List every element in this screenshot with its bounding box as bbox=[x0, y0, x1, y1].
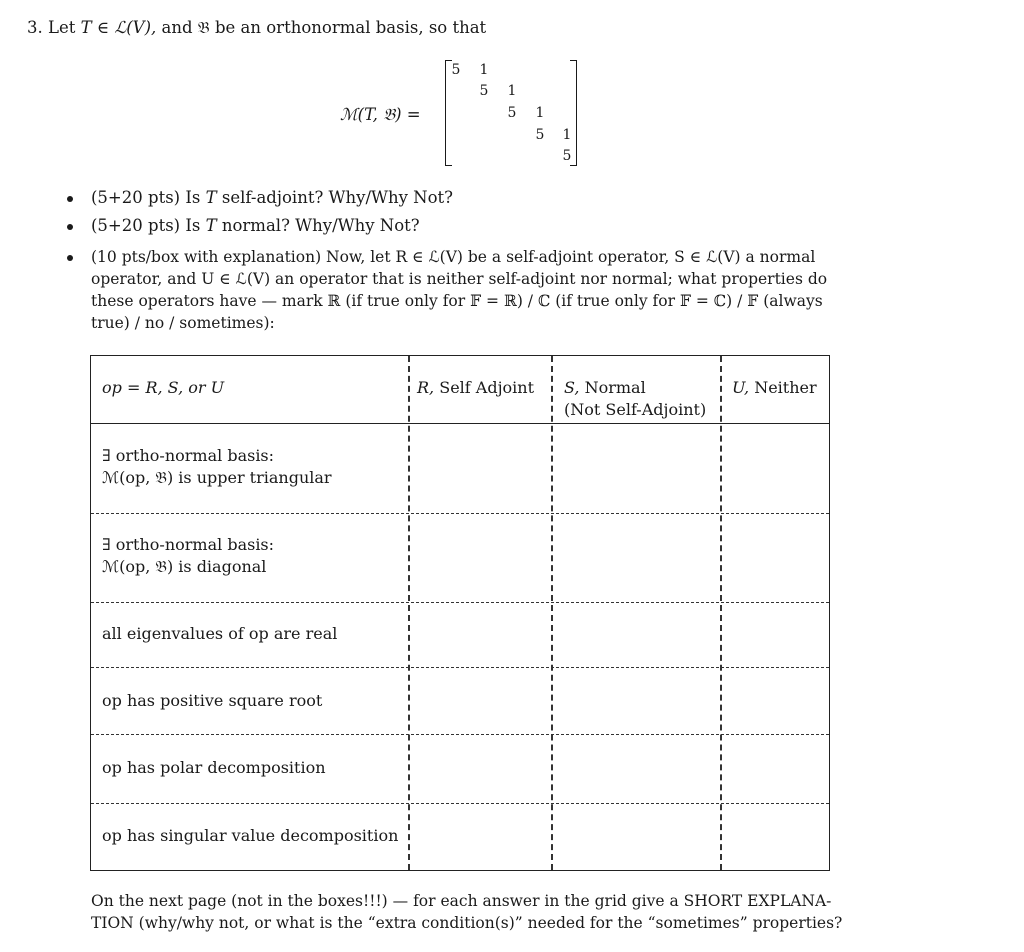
header-label: Neither bbox=[754, 378, 817, 397]
header-var: R, bbox=[417, 378, 435, 397]
footer-instructions bbox=[91, 890, 842, 934]
row-divider bbox=[91, 734, 829, 735]
row-label-line: ℳ(op, 𝔅) is upper triangular bbox=[102, 468, 332, 487]
column-divider bbox=[720, 356, 722, 870]
bullet-dot bbox=[67, 196, 73, 202]
bullet-pts: (5+20 pts) Is bbox=[91, 216, 201, 235]
matrix-entry: 5 bbox=[507, 105, 517, 121]
header-neither bbox=[732, 377, 817, 399]
row-divider bbox=[91, 667, 829, 668]
bullet-self-adjoint bbox=[91, 187, 453, 209]
row-label-eigenvalues-real: all eigenvalues of op are real bbox=[102, 624, 338, 643]
bullet-normal bbox=[91, 215, 420, 237]
matrix-lhs: ℳ(T, 𝔅) = bbox=[340, 105, 421, 124]
intro-rest: be an orthonormal basis, so that bbox=[214, 18, 487, 37]
bullet-line: true) / no / sometimes): bbox=[91, 314, 275, 332]
header-var: S, bbox=[564, 378, 580, 397]
row-divider bbox=[91, 513, 829, 514]
row-label-svd: op has singular value decomposition bbox=[102, 826, 399, 845]
intro-lv: ℒ(V), bbox=[114, 18, 157, 37]
matrix-entry: 1 bbox=[562, 127, 572, 143]
row-divider bbox=[91, 602, 829, 603]
matrix-entry: 1 bbox=[535, 105, 545, 121]
bullet-dot bbox=[67, 255, 73, 261]
header-sublabel: (Not Self-Adjoint) bbox=[564, 400, 707, 419]
header-op: op = R, S, or U bbox=[102, 378, 225, 397]
bullet-line: (10 pts/box with explanation) Now, let R ∈ ℒ(V) be a self-adjoint operator, S ∈ ℒ(V) a normal bbox=[91, 248, 816, 266]
matrix-entry: 5 bbox=[479, 83, 489, 99]
row-label-upper-triangular bbox=[102, 445, 332, 489]
bullet-dot bbox=[67, 224, 73, 230]
matrix-entry: 5 bbox=[535, 127, 545, 143]
row-label-polar-decomposition: op has polar decomposition bbox=[102, 758, 326, 777]
footer-line: On the next page (not in the boxes!!!) — for each answer in the grid give a SHORT EXPLANA- bbox=[91, 892, 832, 910]
intro-text: Let bbox=[48, 18, 76, 37]
row-label-diagonal bbox=[102, 534, 274, 578]
matrix-entry: 1 bbox=[479, 62, 489, 78]
header-label: Self Adjoint bbox=[439, 378, 535, 397]
column-divider bbox=[551, 356, 553, 870]
answer-cell[interactable] bbox=[554, 426, 718, 511]
row-label-line: ∃ ortho-normal basis: bbox=[102, 535, 275, 554]
bullet-var: T bbox=[205, 216, 217, 235]
row-label-positive-square-root: op has positive square root bbox=[102, 691, 323, 710]
bullet-pts: (5+20 pts) Is bbox=[91, 188, 201, 207]
answer-cell[interactable] bbox=[723, 426, 827, 511]
row-divider bbox=[91, 803, 829, 804]
bullet-line: these operators have — mark ℝ (if true only for 𝔽 = ℝ) / ℂ (if true only for 𝔽 = ℂ) / 𝔽 (always bbox=[91, 292, 823, 310]
header-normal bbox=[564, 377, 706, 421]
answer-cell[interactable] bbox=[411, 426, 549, 511]
intro-and: and bbox=[161, 18, 193, 37]
intro-var-t: T bbox=[80, 18, 92, 37]
bullet-question: normal? Why/Why Not? bbox=[221, 216, 420, 235]
header-divider bbox=[91, 423, 829, 424]
row-label-line: ℳ(op, 𝔅) is diagonal bbox=[102, 557, 267, 576]
header-var: U, bbox=[732, 378, 750, 397]
matrix-entry: 1 bbox=[507, 83, 517, 99]
header-label: Normal bbox=[584, 378, 646, 397]
bullet-operators bbox=[91, 246, 827, 334]
intro-basis: 𝔅 bbox=[197, 18, 210, 37]
matrix-entry: 5 bbox=[562, 148, 572, 164]
row-label-line: ∃ ortho-normal basis: bbox=[102, 446, 275, 465]
column-divider bbox=[408, 356, 410, 870]
matrix-entry: 5 bbox=[451, 62, 461, 78]
header-self-adjoint bbox=[417, 377, 534, 399]
problem-intro bbox=[27, 17, 486, 39]
intro-in: ∈ bbox=[96, 18, 110, 37]
bullet-question: self-adjoint? Why/Why Not? bbox=[221, 188, 454, 207]
properties-table bbox=[90, 355, 830, 871]
bullet-line: operator, and U ∈ ℒ(V) an operator that is neither self-adjoint nor normal; what properties do bbox=[91, 270, 828, 288]
footer-line: TION (why/why not, or what is the “extra condition(s)” needed for the “sometimes” properties? bbox=[91, 914, 843, 932]
bullet-var: T bbox=[205, 188, 217, 207]
problem-number: 3. bbox=[27, 18, 43, 37]
